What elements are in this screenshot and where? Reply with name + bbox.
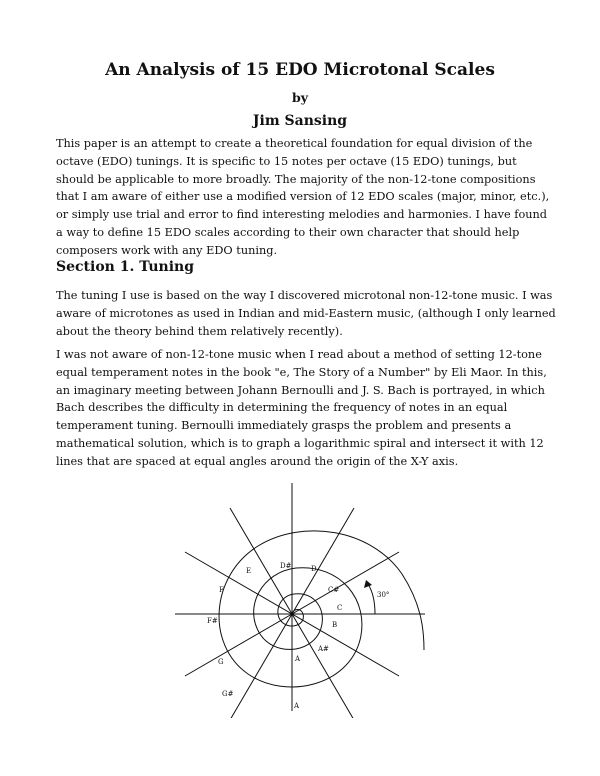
log-spiral-figure [170,468,435,718]
note-label-a-sharp: A# [318,645,329,653]
note-label-c: C [337,604,343,612]
radial-lines [175,483,425,718]
note-label-c-sharp: C# [328,586,340,594]
angle-arrow [364,580,375,614]
note-label-d: D [311,565,317,573]
note-label-e: E [246,567,252,575]
note-label-f: F [219,586,224,594]
note-label-d-sharp: D# [280,562,292,570]
note-label-a: A [295,655,301,663]
author-name: Jim Sansing [252,113,348,129]
note-label-a-bottom: A [294,702,300,710]
note-label-f-sharp: F# [207,617,218,625]
paper-title: An Analysis of 15 EDO Microtonal Scales [105,60,495,80]
note-label-g-sharp: G# [222,690,234,698]
bernoulli-paragraph: I was not aware of non-12-tone music when I read about a method of setting 12-tone equal temperament notes in the book "e, The Story of a Number" by Eli Maor. In this, an imaginary meeting between Johann Bernoulli and J. S. Bach is portrayed, in which Bach describes the difficulty in determining the frequency of notes in an equal temperament tuning. Bernoulli immediately grasps the problem and presents a mathematical solution, which is to graph a logarithmic spiral and intersect it with 12 lines that are spaced at equal angles around the origin of the X-Y axis. [56,348,547,468]
spiral-diagram [170,468,435,718]
note-label-g: G [218,658,224,666]
angle-label: 30° [377,591,390,599]
section-heading: Section 1. Tuning [56,259,194,275]
intro-paragraph: This paper is an attempt to create a theoretical foundation for equal division of the octave (EDO) tunings. It is specific to 15 notes per octave (15 EDO) tunings, but should be applicable to more broadly. The majority of the non-12-tone compositions that I am aware of either use a modified version of 12 EDO scales (major, minor, etc.), or simply use trial and error to find interesting melodies and harmonies. I have found a way to define 15 EDO scales according to their own character that should help composers work with any EDO tuning. [56,137,550,257]
note-label-b: B [332,621,338,629]
byline: by [291,90,308,105]
tuning-paragraph: The tuning I use is based on the way I discovered microtonal non-12-tone music. I was aware of microtones as used in Indian and mid-Eastern music, (although I only learned about the theory behind them relatively recently). [56,289,556,338]
